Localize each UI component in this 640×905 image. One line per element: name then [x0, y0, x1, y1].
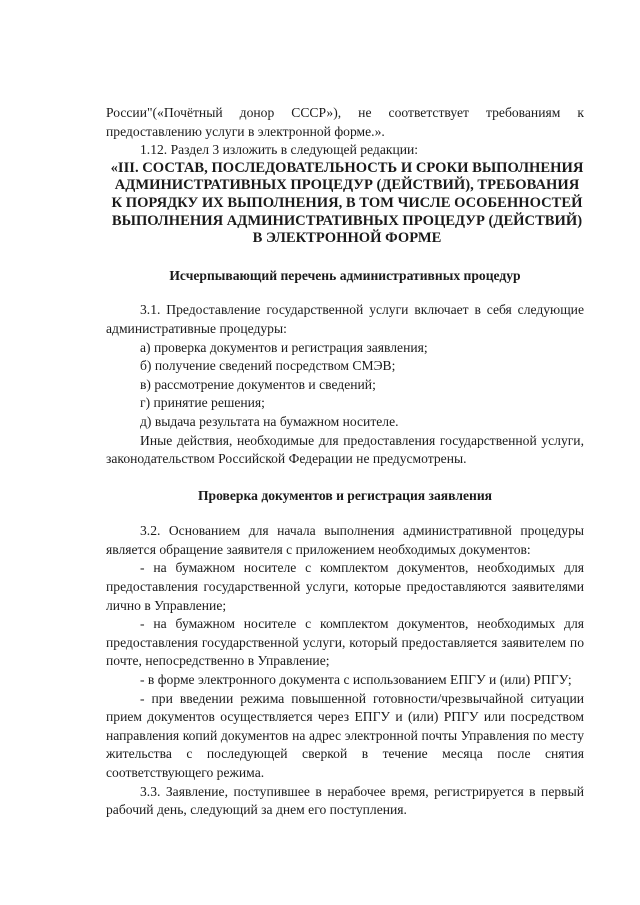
list-item: - на бумажном носителе с комплектом документов, необходимых для предоставления государственной услуги, которые предоставляются заявителями лично в Управление; — [106, 560, 584, 613]
paragraph-other-actions: Иные действия, необходимые для предоставления государственной услуги, законодательством Российской Федерации не предусмотрены. — [106, 432, 584, 467]
paragraph-3-2: 3.2. Основанием для начала выполнения административной процедуры является обращение заявителя с приложением необходимых документов: — [106, 523, 584, 557]
list-item: - в форме электронного документа с использованием ЕПГУ и (или) РПГУ; — [140, 672, 572, 688]
intro-paragraph: России"(«Почётный донор СССР»), не соответствует требованиям к предоставлению услуги в электронной форме.». — [106, 105, 584, 139]
paragraph-3-1: 3.1. Предоставление государственной услуги включает в себя следующие административные процедуры: — [106, 302, 584, 336]
list-item: а) проверка документов и регистрация заявления; — [140, 339, 428, 355]
list-item: г) принятие решения; — [140, 395, 265, 411]
subheading-document-check: Проверка документов и регистрация заявления — [197, 487, 493, 503]
list-item: в) рассмотрение документов и сведений; — [140, 376, 376, 392]
paragraph-3-3: 3.3. Заявление, поступившее в нерабочее время, регистрируется в первый рабочий день, следующий за днем его поступления. — [106, 783, 584, 818]
list-item: б) получение сведений посредством СМЭВ; — [140, 358, 396, 374]
clause-1-12: 1.12. Раздел 3 изложить в следующей редакции: — [140, 142, 419, 158]
section-heading: «III. СОСТАВ, ПОСЛЕДОВАТЕЛЬНОСТЬ И СРОКИ ВЫПОЛНЕНИЯ АДМИНИСТРАТИВНЫХ ПРОЦЕДУР (ДЕЙСТВИЙ), ТРЕБОВАНИЯ К ПОРЯДКУ ИХ ВЫПОЛНЕНИЯ, В ТОМ ЧИСЛЕ ОСОБЕННОСТЕЙ ВЫПОЛНЕНИЯ АДМИНИСТРАТИВНЫХ ПРОЦЕДУР (ДЕЙСТВИЙ) В ЭЛЕКТРОННОЙ ФОРМЕ — [110, 159, 584, 247]
procedures-list — [106, 339, 584, 432]
list-item: - при введении режима повышенной готовности/чрезвычайной ситуации прием документов осуществляется через ЕПГУ и (или) РПГУ или посредством направления копий документов на адрес электронной почты Управления по месту жительства с последующей сверкой в течение месяца после снятия соответствующего режима. — [106, 690, 584, 780]
list-item: д) выдача результата на бумажном носителе. — [140, 413, 399, 429]
submission-methods-list — [106, 559, 584, 782]
subheading-procedures-list: Исчерпывающий перечень административных процедур — [169, 267, 521, 283]
list-item: - на бумажном носителе с комплектом документов, необходимых для предоставления государственной услуги, который предоставляется заявителем по почте, непосредственно в Управление; — [106, 616, 584, 669]
